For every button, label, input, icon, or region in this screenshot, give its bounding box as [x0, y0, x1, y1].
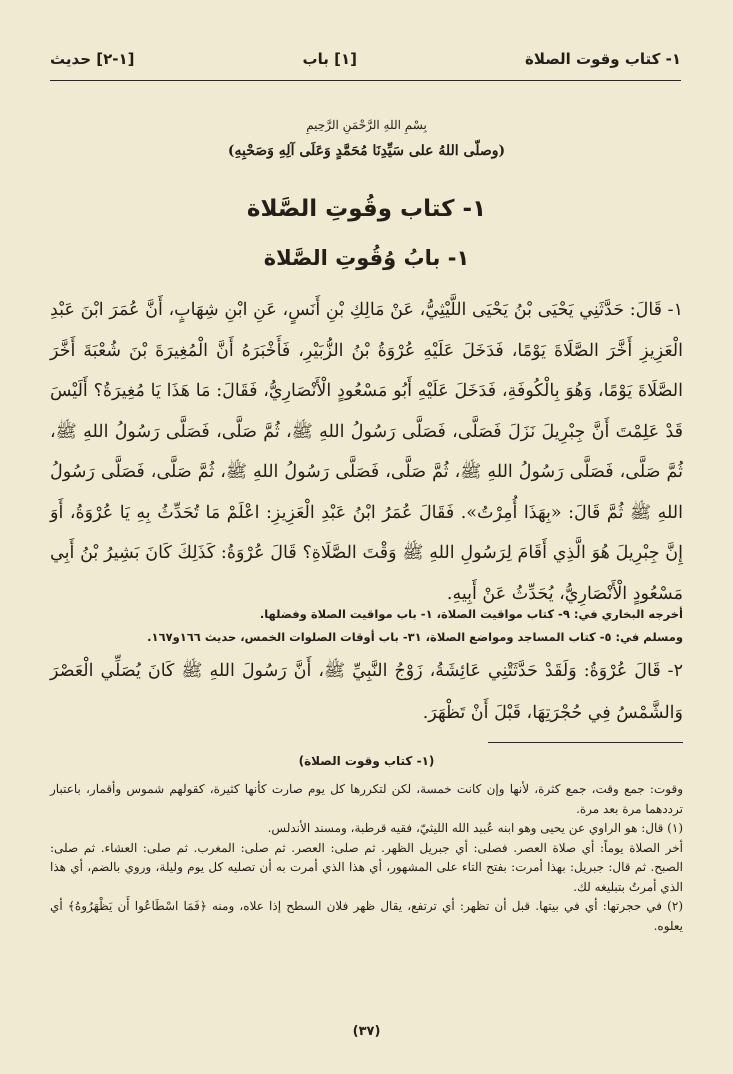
- commentary: [50, 780, 683, 936]
- hadith-1-text: ١- قَالَ: حَدَّثَنِي يَحْيَى بْنُ يَحْيَى اللَّيْثِيُّ، عَنْ مَالِكِ بْنِ أَنَسٍ، عَنِ ابْنِ شِهَابٍ، أَنَّ عُمَرَ ابْنَ عَبْدِ الْعَزِيزِ أَخَّرَ الصَّلَاةَ يَوْمًا، فَدَخَلَ عَلَيْهِ عُرْوَةُ بْنُ الزُّبَيْرِ، فَأَخْبَرَهُ أَنَّ الْمُغِيرَةَ بْنَ شُعْبَةَ أَخَّرَ الصَّلَاةَ يَوْمًا، وَهُوَ بِالْكُوفَةِ، فَدَخَلَ عَلَيْهِ أَبُو مَسْعُودٍ الْأَنْصَارِيُّ، فَقَالَ: مَا هَذَا يَا مُغِيرَةُ؟ أَلَيْسَ قَدْ عَلِمْتَ أَنَّ جِبْرِيلَ نَزَلَ فَصَلَّى، فَصَلَّى رَسُولُ اللهِ ﷺ، ثُمَّ صَلَّى، فَصَلَّى رَسُولُ اللهِ ﷺ، ثُمَّ صَلَّى، فَصَلَّى رَسُولُ اللهِ ﷺ، ثُمَّ صَلَّى، فَصَلَّى رَسُولُ اللهِ ﷺ، ثُمَّ صَلَّى، فَصَلَّى رَسُولُ اللهِ ﷺ ثُمَّ قَالَ: «بِهَذَا أُمِرْتُ». فَقَالَ عُمَرُ ابْنُ عَبْدِ الْعَزِيزِ: اعْلَمْ مَا تُحَدِّثُ بِهِ يَا عُرْوَةُ، أَوَ إِنَّ جِبْرِيلَ هُوَ الَّذِي أَقَامَ لِرَسُولِ اللهِ ﷺ وَقْتَ الصَّلَاةِ؟ قَالَ عُرْوَةُ: كَذَلِكَ كَانَ بَشِيرُ بْنُ أَبِي مَسْعُودٍ الْأَنْصَارِيُّ، يُحَدِّثُ عَنْ أَبِيهِ.: [50, 300, 683, 604]
- header-hadith-range: [١-٢] حديث: [50, 50, 135, 68]
- running-header: [50, 44, 681, 74]
- takhrij-line-2: ومسلم في: ٥- كتاب المساجد ومواضع الصلاة، ٣١- باب أوقات الصلوات الخمس، حديث ١٦٦و١٦٧.: [147, 630, 683, 644]
- header-chapter: [١] باب: [302, 50, 357, 68]
- commentary-paragraph: (٢) في حجرتها: أي في بيتها. قبل أن تظهر: أي ترتفع، يقال ظهر فلان السطح إذا علاه، ومنه ﴿فَمَا اسْطَاعُوا أَن يَظْهَرُوهُ﴾ أي يعلوه.: [50, 899, 683, 933]
- hadith-2-text: ٢- قَالَ عُرْوَةُ: وَلَقَدْ حَدَّثَتْنِي عَائِشَةُ، زَوْجُ النَّبِيِّ ﷺ، أَنَّ رَسُولَ اللهِ ﷺ كَانَ يُصَلِّي الْعَصْرَ وَالشَّمْسُ فِي حُجْرَتِهَا، قَبْلَ أَنْ تَظْهَرَ.: [50, 661, 683, 723]
- commentary-title: (١- كتاب وقوت الصلاة): [298, 754, 435, 768]
- salawat-line: (وصلّى اللهُ على سَيِّدِنَا مُحَمَّدٍ وَعَلَى آلِهِ وَصَحْبِهِ): [227, 143, 506, 159]
- commentary-paragraph: وقوت: جمع وقت، جمع كثرة، لأنها وإن كانت خمسة، لكن لتكررها كل يوم صارت كأنها كثيرة، كقولهم شموس وأقمار، باعتبار ترددهما مرة بعد مرة.: [50, 782, 683, 816]
- takhrij-line-1: أخرجه البخاري في: ٩- كتاب مواقيت الصلاة، ١- باب مواقيت الصلاة وفضلها.: [259, 607, 683, 621]
- page-number: (٣٧): [352, 1024, 381, 1039]
- book-title: ١- كتاب وقُوتِ الصَّلاة: [246, 196, 487, 222]
- commentary-paragraph: (١) قال: هو الراوي عن يحيى وهو ابنه عُبيد الله الليثيّ، فقيه قرطبة، ومسند الأندلس.: [267, 821, 683, 835]
- commentary-paragraph: أخر الصلاة يوماً: أي صلاة العصر. فصلى: أي جبريل الظهر. ثم صلى: العصر. ثم صلى: المغرب. ثم صلى: العشاء. ثم صلى: الصبح. ثم قال: جبريل: بهذا أمرت: بفتح التاء على المشهور، أي هذا الذي أمرت به أن تصليه كل يوم وليلة، وروي بالضم، أي هذا الذي أمرتُ بتبليغه لك.: [50, 840, 683, 894]
- header-book-title: ١- كتاب وقوت الصلاة: [524, 50, 681, 68]
- chapter-title: ١- بابُ وُقُوتِ الصَّلاة: [263, 246, 470, 270]
- header-rule: [50, 80, 681, 81]
- basmala: بِسْمِ اللهِ الرَّحْمَنِ الرَّحِيمِ: [306, 118, 427, 132]
- footnote-separator: [488, 742, 683, 743]
